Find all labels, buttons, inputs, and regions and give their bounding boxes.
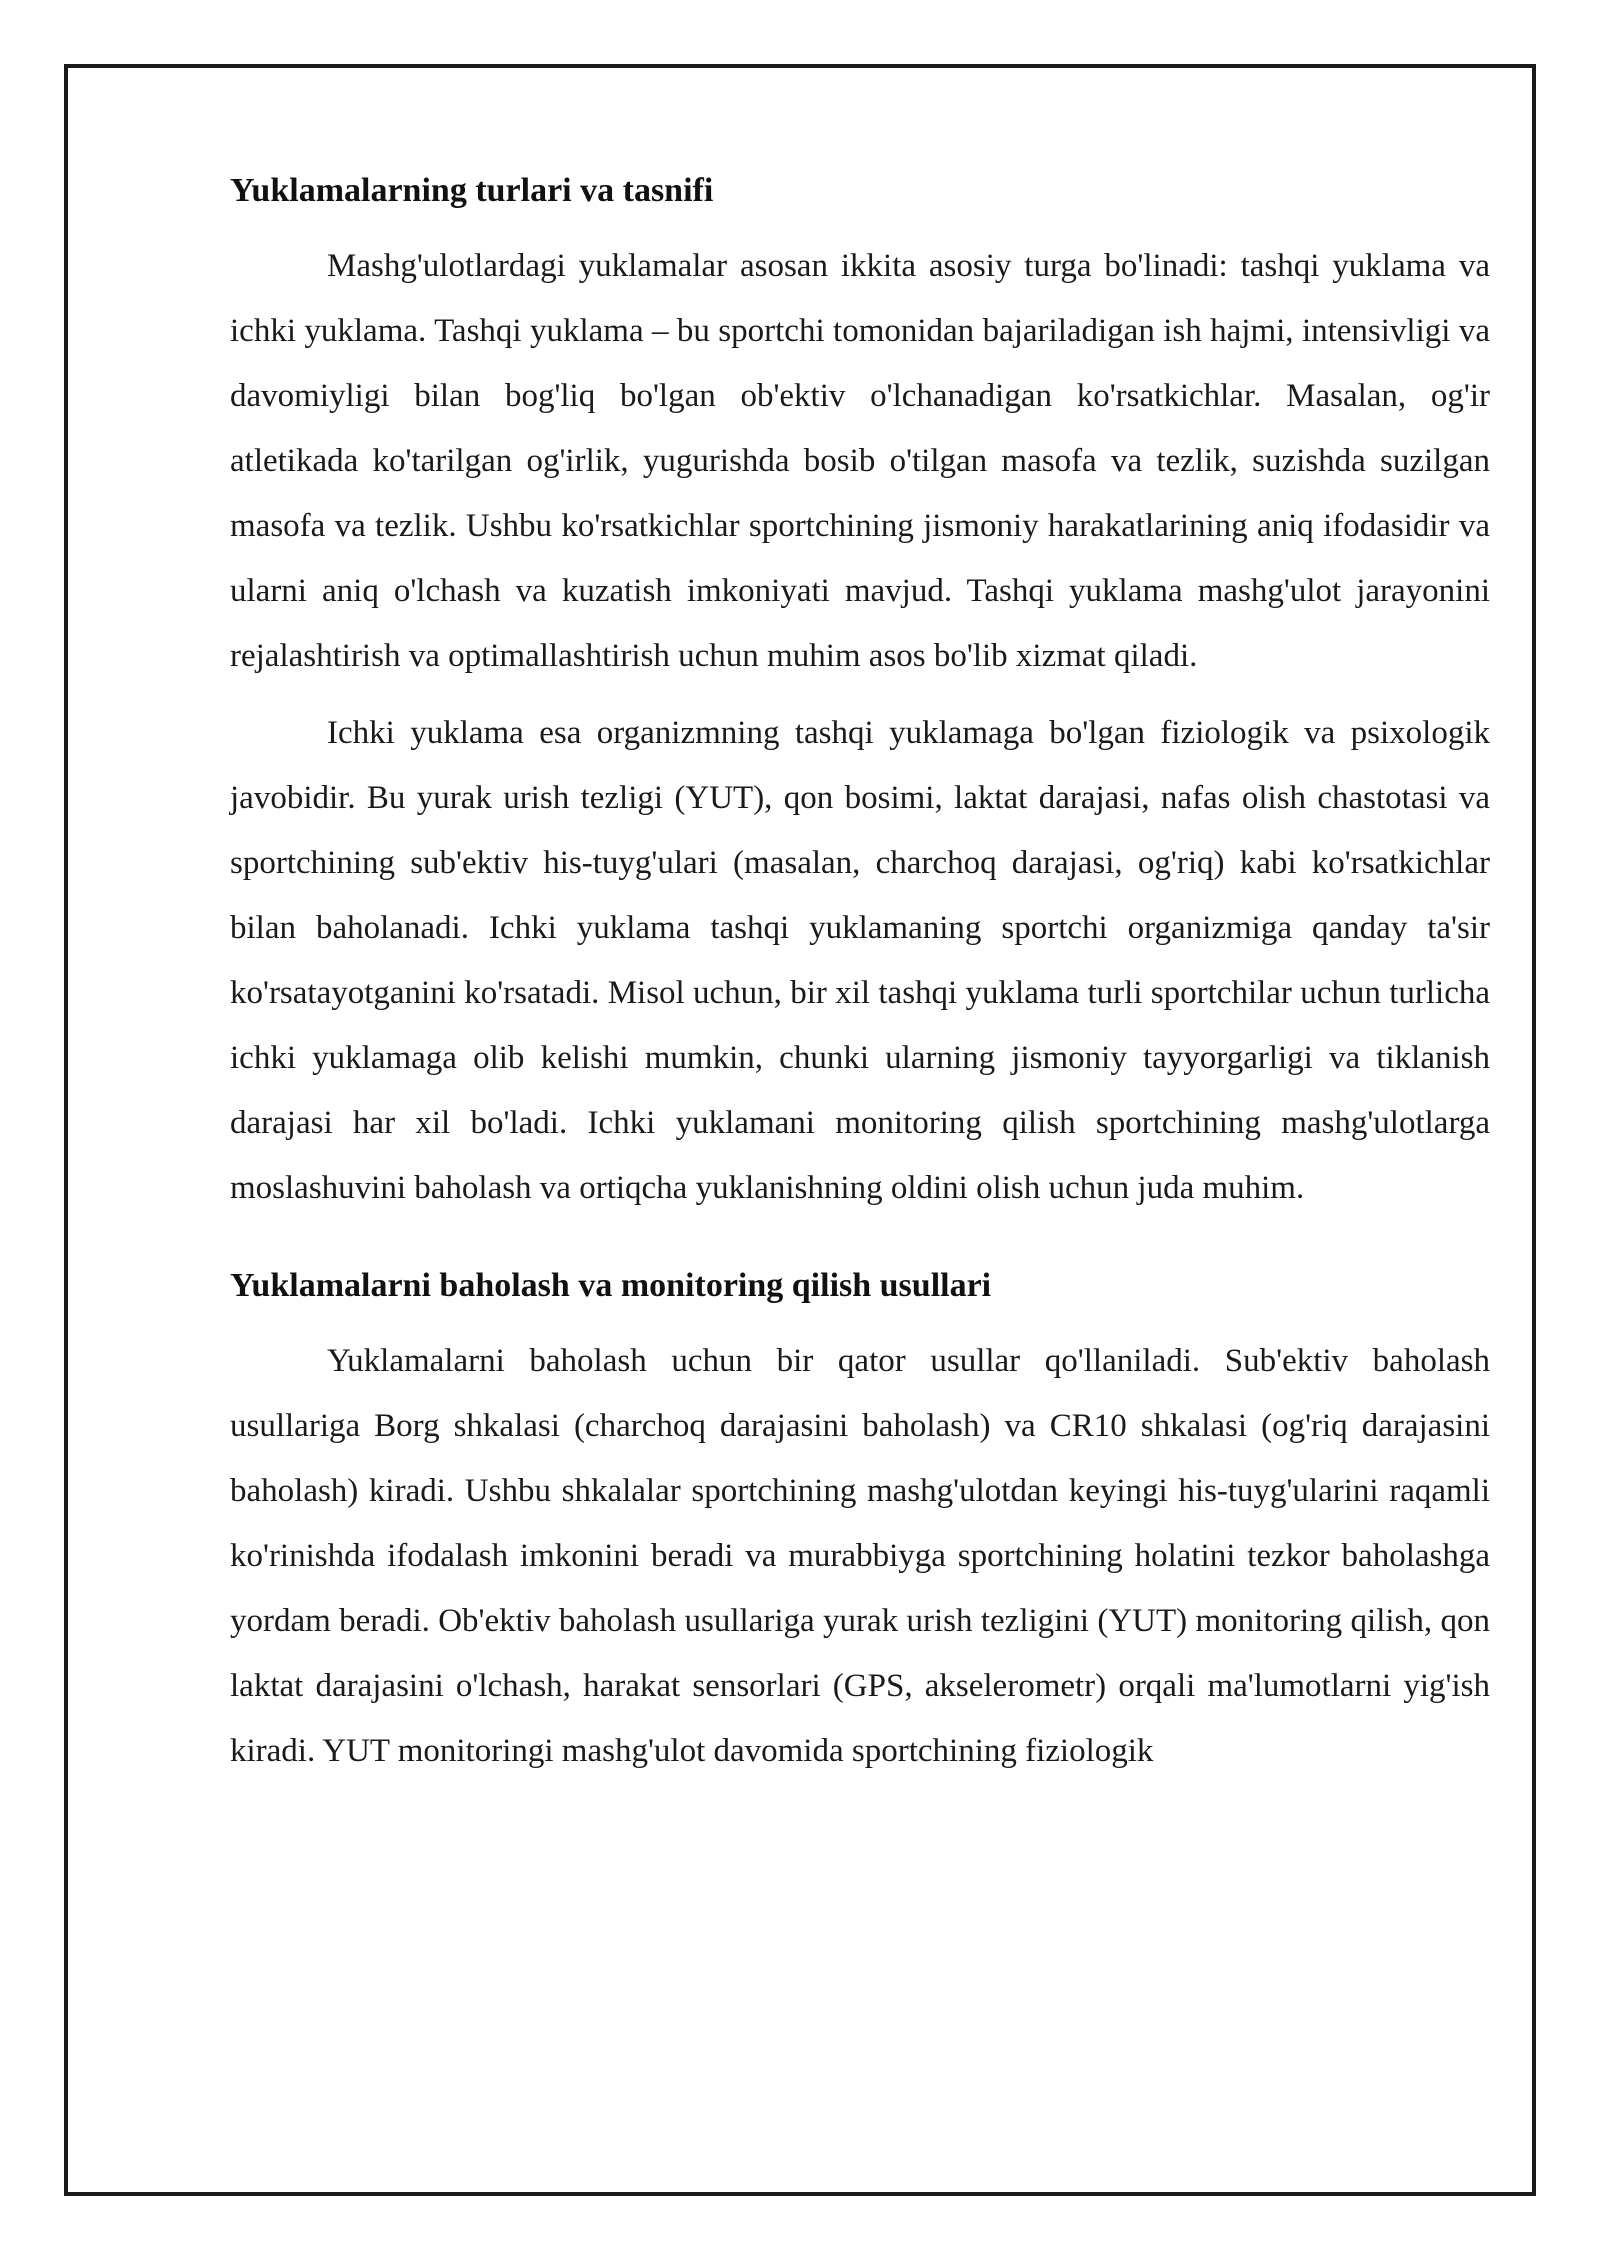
paragraph: Mashg'ulotlardagi yuklamalar asosan ikkita asosiy turga bo'linadi: tashqi yuklama va ichki yuklama. Tashqi yuklama – bu sportchi tomonidan bajariladigan ish hajmi, intensivligi va davomiyligi bilan bog'liq bo'lgan ob'ektiv o'lchanadigan ko'rsatkichlar. Masalan, og'ir atletikada ko'tarilgan og'irlik, yugurishda bosib o'tilgan masofa va tezlik, suzishda suzilgan masofa va tezlik. Ushbu ko'rsatkichlar sportchining jismoniy harakatlarining aniq ifodasidir va ularni aniq o'lchash va kuzatish imkoniyati mavjud. Tashqi yuklama mashg'ulot jarayonini rejalashtirish va optimallashtirish uchun muhim asos bo'lib xizmat qiladi. [230,248,1490,674]
paragraph: Ichki yuklama esa organizmning tashqi yuklamaga bo'lgan fiziologik va psixologik javobidir. Bu yurak urish tezligi (YUT), qon bosimi, laktat darajasi, nafas olish chastotasi va sportchining sub'ektiv his-tuyg'ulari (masalan, charchoq darajasi, og'riq) kabi ko'rsatkichlar bilan baholanadi. Ichki yuklama tashqi yuklamaning sportchi organizmiga qanday ta'sir ko'rsatayotganini ko'rsatadi. Misol uchun, bir xil tashqi yuklama turli sportchilar uchun turlicha ichki yuklamaga olib kelishi mumkin, chunki ularning jismoniy tayyorgarligi va tiklanish darajasi har xil bo'ladi. Ichki yuklamani monitoring qilish sportchining mashg'ulotlarga moslashuvini baholash va ortiqcha yuklanishning oldini olish uchun juda muhim. [230,715,1490,1206]
paragraph: Yuklamalarni baholash uchun bir qator usullar qo'llaniladi. Sub'ektiv baholash usullariga Borg shkalasi (charchoq darajasini baholash) va CR10 shkalasi (og'riq darajasini baholash) kiradi. Ushbu shkalalar sportchining mashg'ulotdan keyingi his-tuyg'ularini raqamli ko'rinishda ifodalash imkonini beradi va murabbiyga sportchining holatini tezkor baholashga yordam beradi. Ob'ektiv baholash usullariga yurak urish tezligini (YUT) monitoring qilish, qon laktat darajasini o'lchash, harakat sensorlari (GPS, akselerometr) orqali ma'lumotlarni yig'ish kiradi. YUT monitoringi mashg'ulot davomida sportchining fiziologik [230,1343,1490,1769]
section-heading: Yuklamalarni baholash va monitoring qilish usullari [230,1267,992,1304]
section-heading: Yuklamalarning turlari va tasnifi [230,172,714,209]
document-body [230,168,1490,1796]
